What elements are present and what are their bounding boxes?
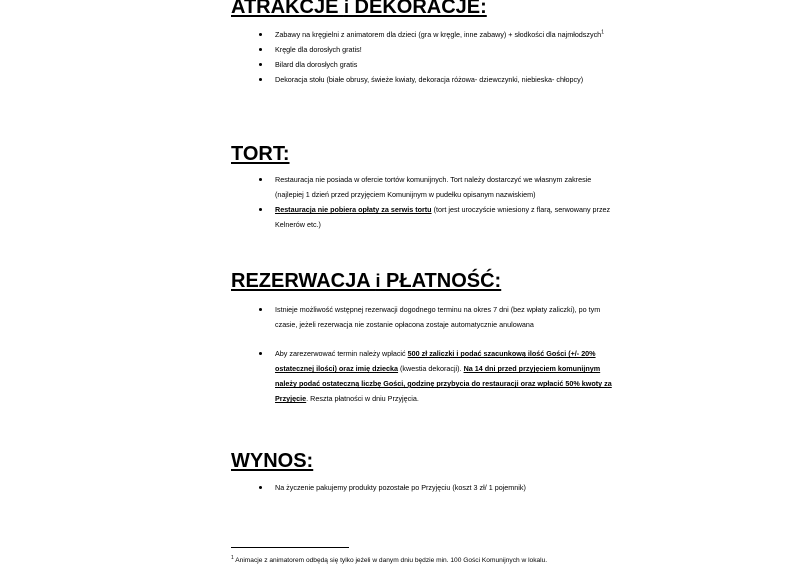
list-item: Kręgle dla dorosłych gratis! bbox=[275, 42, 615, 57]
list-rezerwacja-1 bbox=[275, 302, 615, 332]
list-item: Aby zarezerwować termin należy wpłacić 500 zł zaliczki i podać szacunkową ilość Gości (+/- 20% ostatecznej ilości) oraz imię dziecka (kwestia dekoracji). Na 14 dni przed przyjęciem komunijnym należy podać ostateczną liczbę Gości, godzinę przybycia do restauracji oraz wpłacić 50% kwoty za Przyjęcie. Reszta płatności w dniu Przyjęcia. bbox=[275, 346, 615, 406]
list-rezerwacja-2 bbox=[275, 346, 615, 406]
list-item: Zabawy na kręgielni z animatorem dla dzieci (gra w kręgle, inne zabawy) + słodkości dla najmłodszych$^1$ bbox=[275, 27, 615, 42]
footnote-ref: 1 bbox=[601, 29, 604, 36]
heading-atrakcje: ATRAKCJE i DEKORACJE: bbox=[231, 0, 487, 18]
list-item: Restauracja nie posiada w ofercie tortów komunijnych. Tort należy dostarczyć we własnym zakresie (najlepiej 1 dzień przed przyjęciem Komunijnym w pudełku opisanym nazwiskiem) bbox=[275, 172, 615, 202]
heading-rezerwacja: REZERWACJA i PŁATNOŚĆ: bbox=[231, 270, 502, 292]
footnote-separator bbox=[231, 547, 349, 548]
footnote: $^1$ Animacje z animatorem odbędą się tylko jeżeli w danym dniu będzie min. 100 Gości Komunijnych w lokalu. bbox=[231, 554, 548, 564]
heading-wynos: WYNOS: bbox=[231, 450, 314, 472]
footnote-marker: 1 bbox=[231, 554, 234, 561]
list-item: Istnieje możliwość wstępnej rezerwacji dogodnego terminu na okres 7 dni (bez wpłaty zaliczki), po tym czasie, jeżeli rezerwacja nie zostanie opłacona zostaje automatycznie anulowana bbox=[275, 302, 615, 332]
list-tort bbox=[275, 172, 615, 232]
list-item: Bilard dla dorosłych gratis bbox=[275, 57, 615, 72]
list-item: Na życzenie pakujemy produkty pozostałe po Przyjęciu (koszt 3 zł/ 1 pojemnik) bbox=[275, 480, 615, 495]
list-item: Dekoracja stołu (białe obrusy, świeże kwiaty, dekoracja różowa- dziewczynki, niebieska- chłopcy) bbox=[275, 72, 615, 87]
list-item: Restauracja nie pobiera opłaty za serwis tortu (tort jest uroczyście wniesiony z flarą, serwowany przez Kelnerów etc.) bbox=[275, 202, 615, 232]
list-atrakcje bbox=[275, 27, 615, 87]
heading-tort: TORT: bbox=[231, 143, 290, 165]
list-wynos bbox=[275, 480, 615, 495]
